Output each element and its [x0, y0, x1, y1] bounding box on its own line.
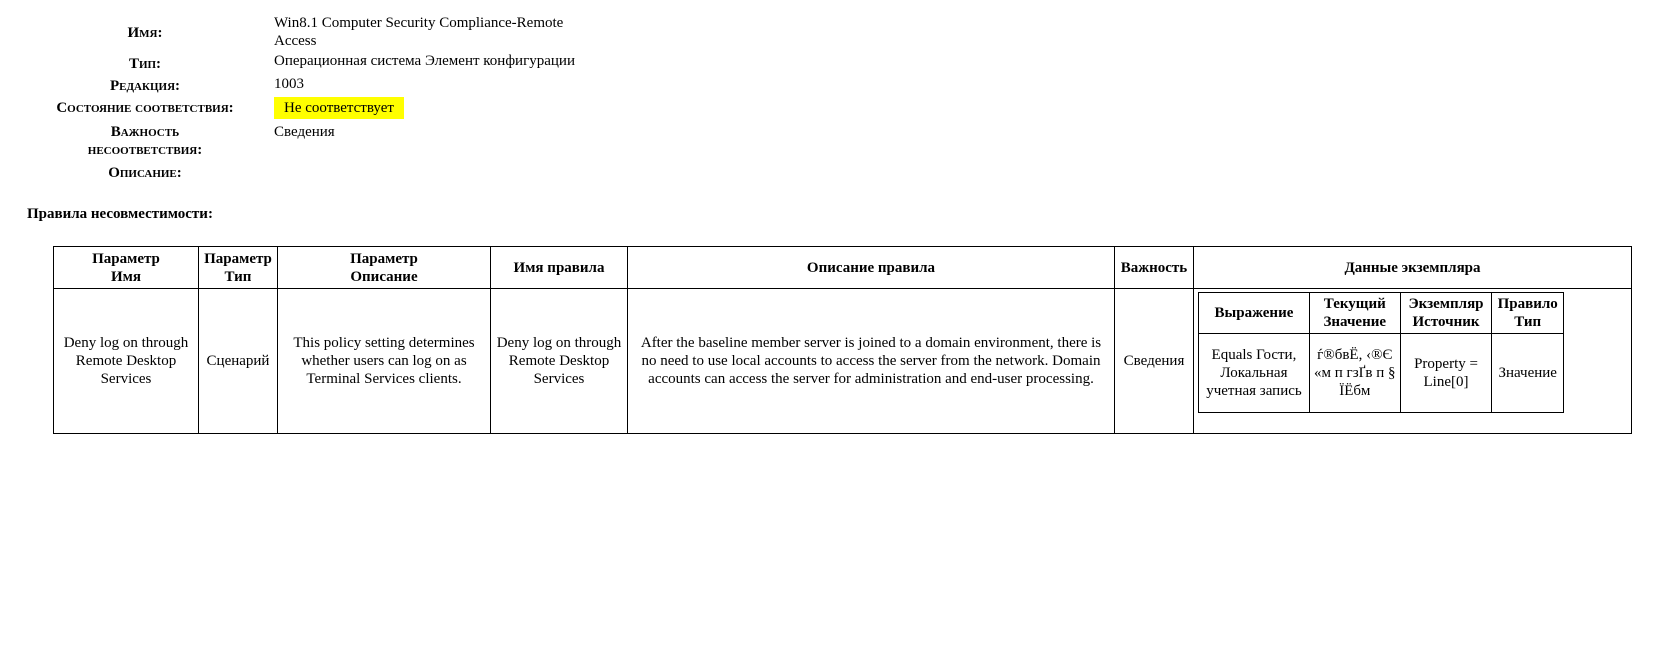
type-label: Тип:	[128, 55, 162, 72]
instance-header-rule-type-line1: Правило	[1497, 296, 1558, 312]
cell-param-name: Deny log on through Remote Desktop Services	[54, 289, 199, 434]
rules-table	[53, 246, 1632, 434]
cell-severity: Сведения	[1115, 289, 1194, 434]
name-value-line2: Access	[274, 33, 317, 49]
header-rule-desc: Описание правила	[628, 247, 1115, 289]
name-value-line1: Win8.1 Computer Security Compliance-Remote	[274, 15, 564, 31]
instance-header-current-line2: Значение	[1323, 314, 1387, 330]
header-param-type-line1: Параметр	[204, 250, 272, 267]
description-value	[270, 163, 594, 183]
section-title: Правила несовместимости:	[27, 206, 213, 222]
instance-header-expression: Выражение	[1199, 293, 1310, 334]
compliance-state-label: Состояние соответствия:	[56, 100, 234, 116]
instance-header-current-line1: Текущий	[1323, 296, 1386, 312]
property-row-state	[30, 97, 594, 119]
description-label: Описание:	[108, 165, 182, 181]
instance-row	[1199, 334, 1564, 413]
property-row-name	[30, 14, 594, 52]
cell-param-type: Сценарий	[199, 289, 278, 434]
property-row-type	[30, 52, 594, 75]
revision-value: 1003	[274, 76, 304, 92]
table-row	[54, 289, 1632, 434]
instance-cell-current-value: ѓ®бвЁ, ‹®Є «м п гзҐв п § ЇЁбм	[1309, 334, 1400, 413]
type-value: Операционная система Элемент конфигурации	[274, 53, 575, 69]
cell-param-desc: This policy setting determines whether users can log on as Terminal Services clients.	[278, 289, 491, 434]
header-param-name	[54, 247, 199, 289]
instance-cell-rule-type: Значение	[1492, 334, 1564, 413]
header-rule-name: Имя правила	[491, 247, 628, 289]
instance-header-rule-type-line2: Тип	[1514, 314, 1542, 330]
instance-cell-source: Property = Line[0]	[1400, 334, 1492, 413]
property-row-severity	[30, 119, 594, 163]
header-param-desc-line1: Параметр	[350, 250, 418, 267]
header-param-type	[199, 247, 278, 289]
header-param-type-line2: Тип	[224, 268, 252, 285]
instance-cell-expression: Equals Гости, Локальная учетная запись	[1199, 334, 1310, 413]
property-row-description	[30, 163, 594, 183]
header-param-name-line2: Имя	[111, 268, 141, 285]
cell-rule-desc: After the baseline member server is joined to a domain environment, there is no need to use local accounts to access the server from the network. Domain accounts can access the server for administration and end-user processing.	[628, 289, 1115, 434]
instance-header-row	[1199, 293, 1564, 334]
cell-instance-data	[1194, 289, 1632, 434]
instance-table	[1198, 292, 1564, 413]
instance-header-source-line2: Источник	[1412, 314, 1480, 330]
instance-header-rule-type	[1492, 293, 1564, 334]
name-label: Имя:	[127, 25, 163, 41]
revision-label: Редакция:	[109, 78, 181, 94]
header-param-desc	[278, 247, 491, 289]
rules-header-row	[54, 247, 1632, 289]
property-row-revision	[30, 75, 594, 97]
severity-label-line1: Важность	[110, 124, 180, 140]
properties-table	[30, 14, 594, 183]
cell-rule-name: Deny log on through Remote Desktop Services	[491, 289, 628, 434]
instance-header-current	[1309, 293, 1400, 334]
severity-label	[30, 119, 270, 163]
header-instance-data: Данные экземпляра	[1194, 247, 1632, 289]
name-value	[270, 14, 594, 52]
instance-header-source-line1: Экземпляр	[1408, 296, 1484, 312]
instance-header-source	[1400, 293, 1492, 334]
severity-value: Сведения	[274, 124, 335, 140]
header-param-name-line1: Параметр	[92, 250, 160, 267]
severity-label-line2: несоответствия:	[87, 142, 203, 158]
header-param-desc-line2: Описание	[350, 268, 418, 285]
compliance-state-badge: Не соответствует	[274, 97, 404, 119]
header-severity: Важность	[1115, 247, 1194, 289]
